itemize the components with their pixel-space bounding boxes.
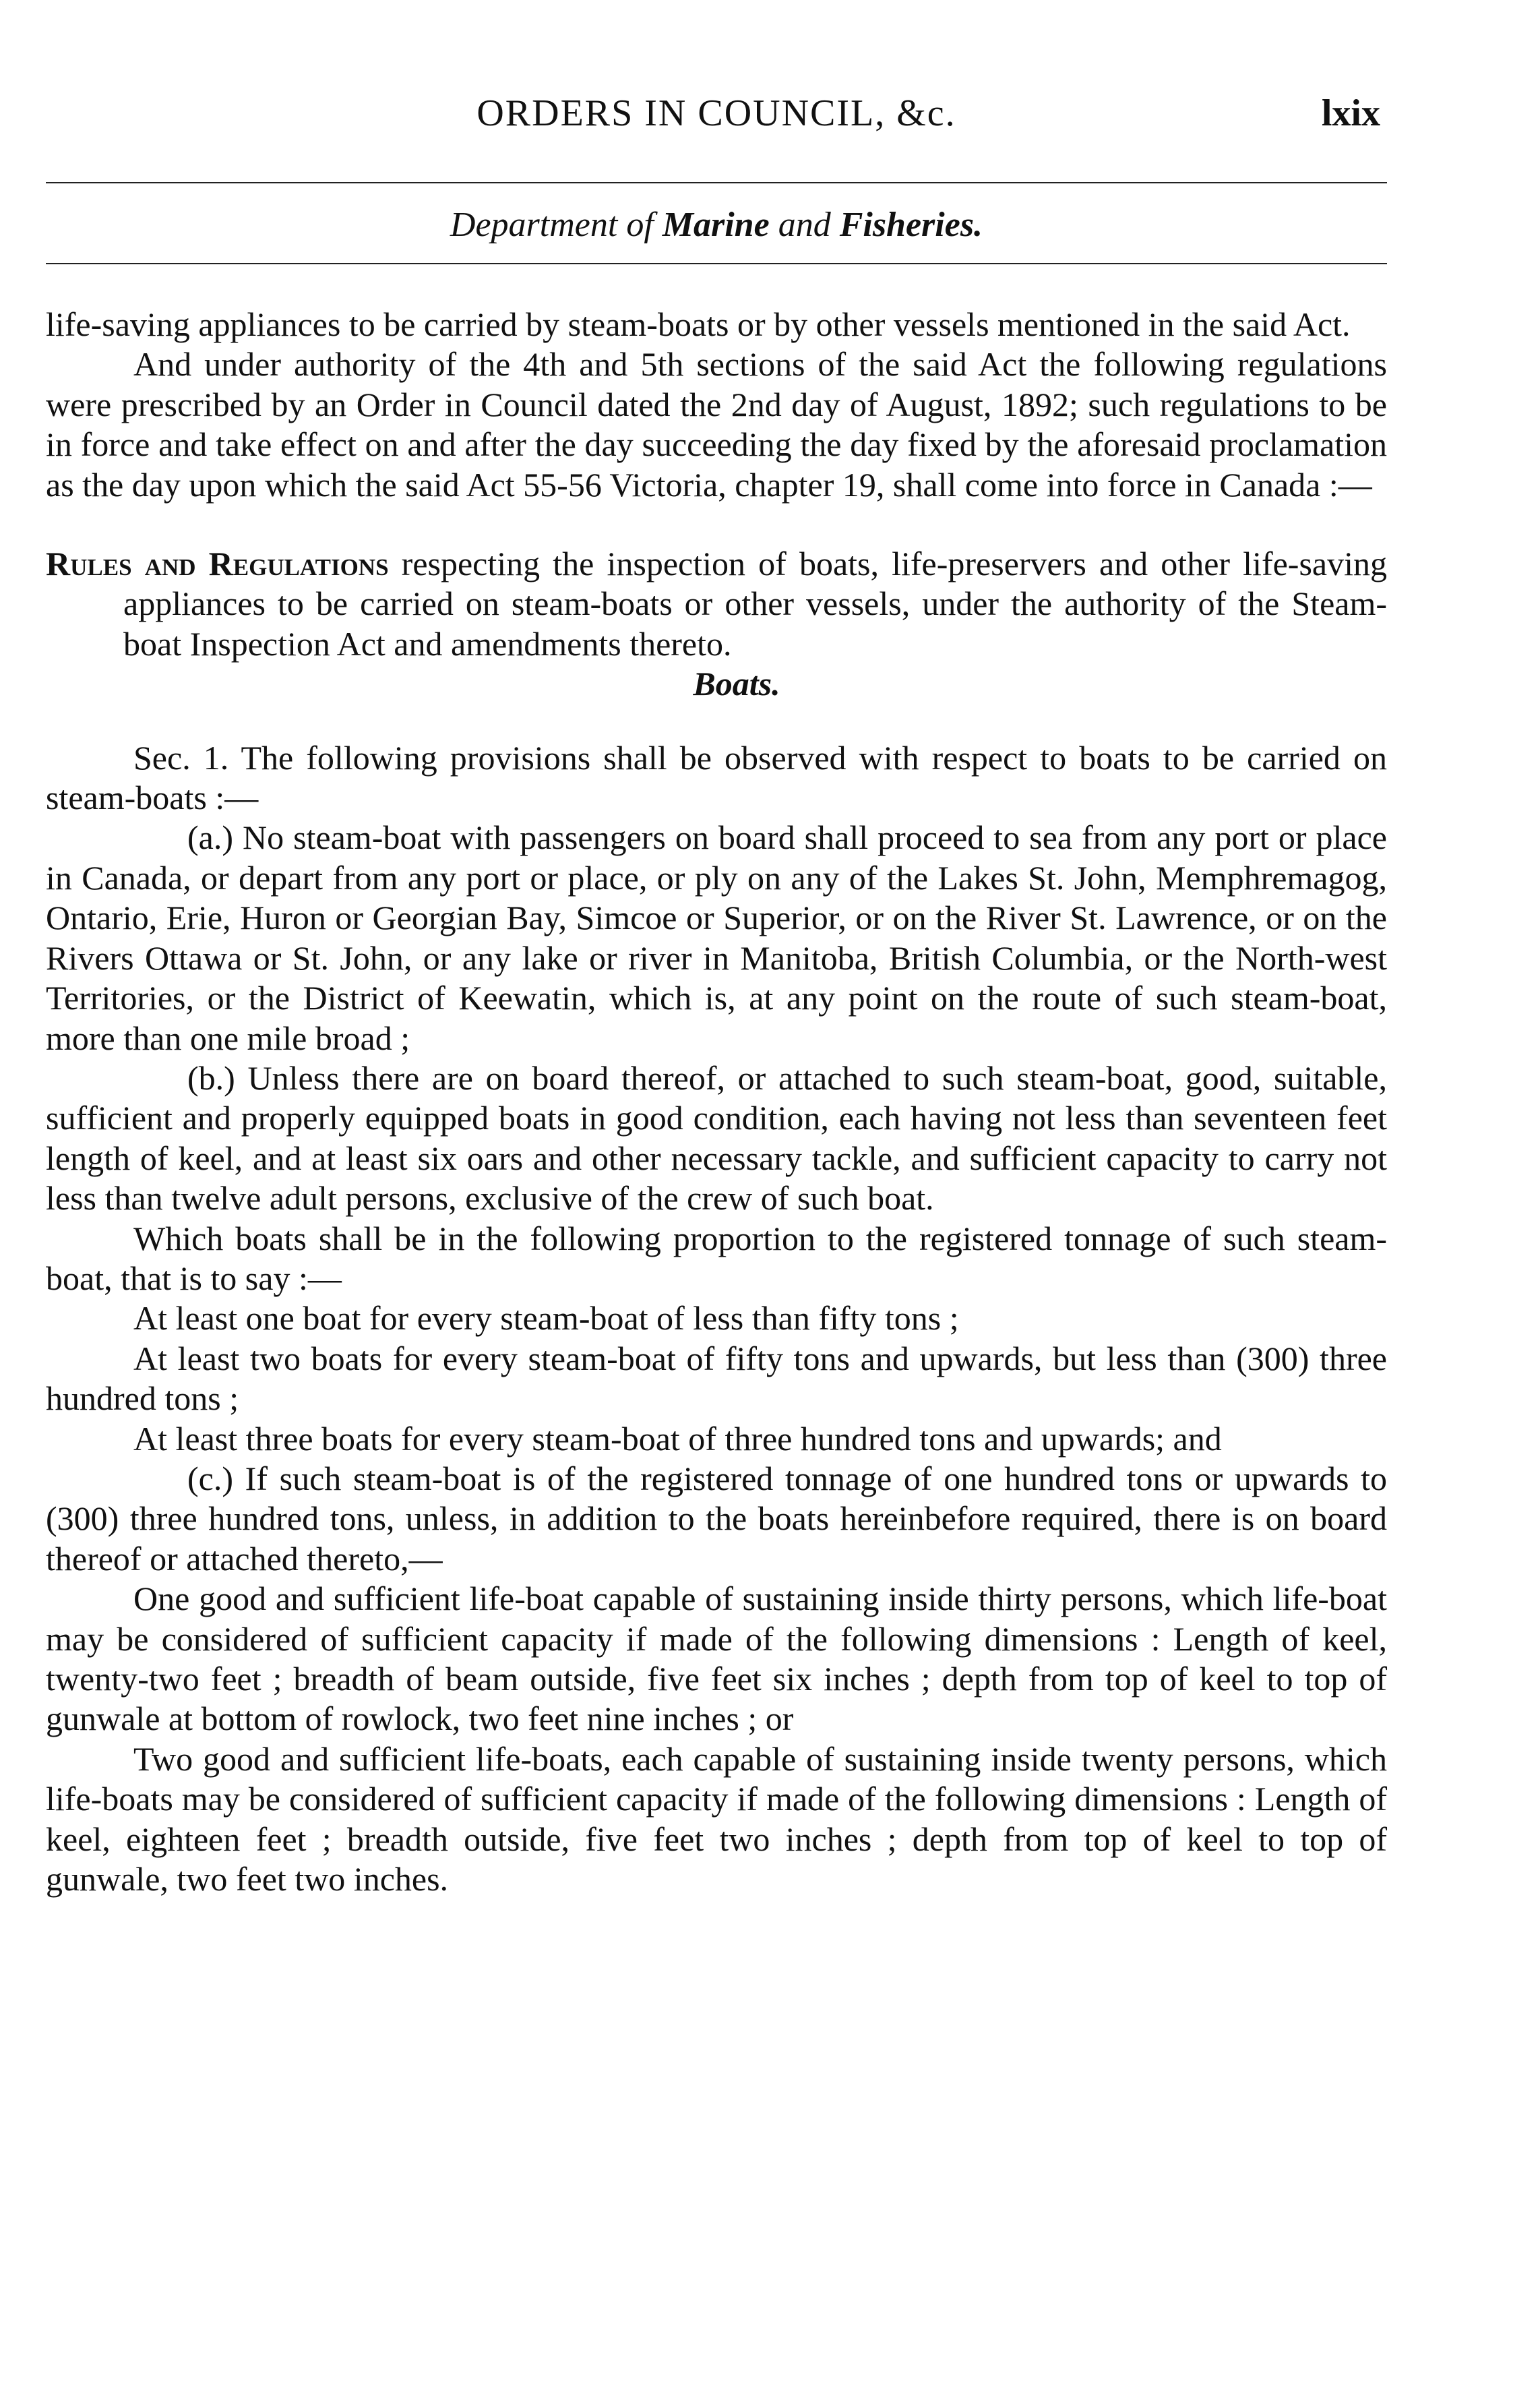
page-header [46, 40, 1387, 134]
department-heading [46, 201, 1387, 249]
body-text [46, 305, 1387, 1899]
department-prefix: Department of [450, 206, 663, 244]
department-conjunction: and [769, 206, 840, 244]
paragraph-continuation: life-saving appliances to be carried by steam-boats or by other vessels mentioned in the said Act. [46, 305, 1351, 343]
lifeboat-option-two: Two good and sufficient life-boats, each capable of sustaining inside twenty persons, which life-boats may be considered of sufficient capacity if made of the following dimensions : Length of keel, eighteen feet ; breadth outside, five feet two inches ; depth from top of keel to top of gunwale, two feet two inches. [46, 1739, 1387, 1898]
rules-text: respecting the inspection of boats, life-preservers and other life-saving appliances to be carried on steam-boats or other vessels, under the authority of the Steam-boat Inspection Act and amendments thereto. [123, 545, 1387, 663]
proportion-item-1: At least one boat for every steam-boat of less than fifty tons ; [133, 1299, 959, 1338]
department-rule [46, 263, 1387, 264]
lifeboat-option-one: One good and sufficient life-boat capable of sustaining inside thirty persons, which life-boat may be considered of sufficient capacity if made of the following dimensions : Length of keel, twenty-two feet ; breadth of beam outside, five feet six inches ; depth from top of keel to top of gunwale at bottom of rowlock, two feet nine inches ; or [46, 1580, 1387, 1738]
paragraph-authority: And under authority of the 4th and 5th sections of the said Act the following regulations were prescribed by an Order in Council dated the 2nd day of August, 1892; such regulations to be in force and take effect on and after the day succeeding the day fixed by the aforesaid proclamation as the day upon which the said Act 55-56 Victoria, chapter 19, shall come into force in Canada :— [46, 345, 1387, 504]
proportion-item-2: At least two boats for every steam-boat of fifty tons and upwards, but less than (300) three hundred tons ; [46, 1339, 1387, 1418]
rules-heading-paragraph [46, 544, 1387, 664]
clause-b: (b.) Unless there are on board thereof, or attached to such steam-boat, good, suitable, sufficient and properly equipped boats in good condition, each having not less than seventeen feet length of keel, and at least six oars and other necessary tackle, and sufficient capacity to carry not less than twelve adult persons, exclusive of the crew of such boat. [46, 1058, 1387, 1218]
section-1: Sec. 1. The following provisions shall be observed with respect to boats to be carried on steam-boats :— [46, 738, 1387, 817]
document-page [46, 40, 1387, 1898]
proportion-item-3: At least three boats for every steam-boat of three hundred tons and upwards; and [133, 1419, 1222, 1458]
top-rule [46, 182, 1387, 183]
boats-heading: Boats. [693, 665, 780, 703]
proportion-paragraph: Which boats shall be in the following proportion to the registered tonnage of such steam-boat, that is to say :— [46, 1219, 1387, 1297]
rules-lead: Rules and Regulations [46, 545, 389, 583]
department-name-marine: Marine [662, 206, 770, 244]
page-number: lxix [1321, 92, 1380, 134]
department-name-fisheries: Fisheries. [839, 206, 983, 244]
running-title: ORDERS IN COUNCIL, &c. [476, 92, 956, 134]
clause-c: (c.) If such steam-boat is of the registered tonnage of one hundred tons or upwards to (300) three hundred tons, unless, in addition to the boats hereinbefore required, there is on board thereof or attached thereto,— [46, 1459, 1387, 1578]
clause-a: (a.) No steam-boat with passengers on board shall proceed to sea from any port or place in Canada, or depart from any port or place, or ply on any of the Lakes St. John, Memphremagog, Ontario, Erie, Huron or Georgian Bay, Simcoe or Superior, or on the River St. Lawrence, or on the Rivers Ottawa or St. John, or any lake or river in Manitoba, British Columbia, or the North-west Territories, or the District of Keewatin, which is, at any point on the route of such steam-boat, more than one mile broad ; [46, 818, 1387, 1057]
